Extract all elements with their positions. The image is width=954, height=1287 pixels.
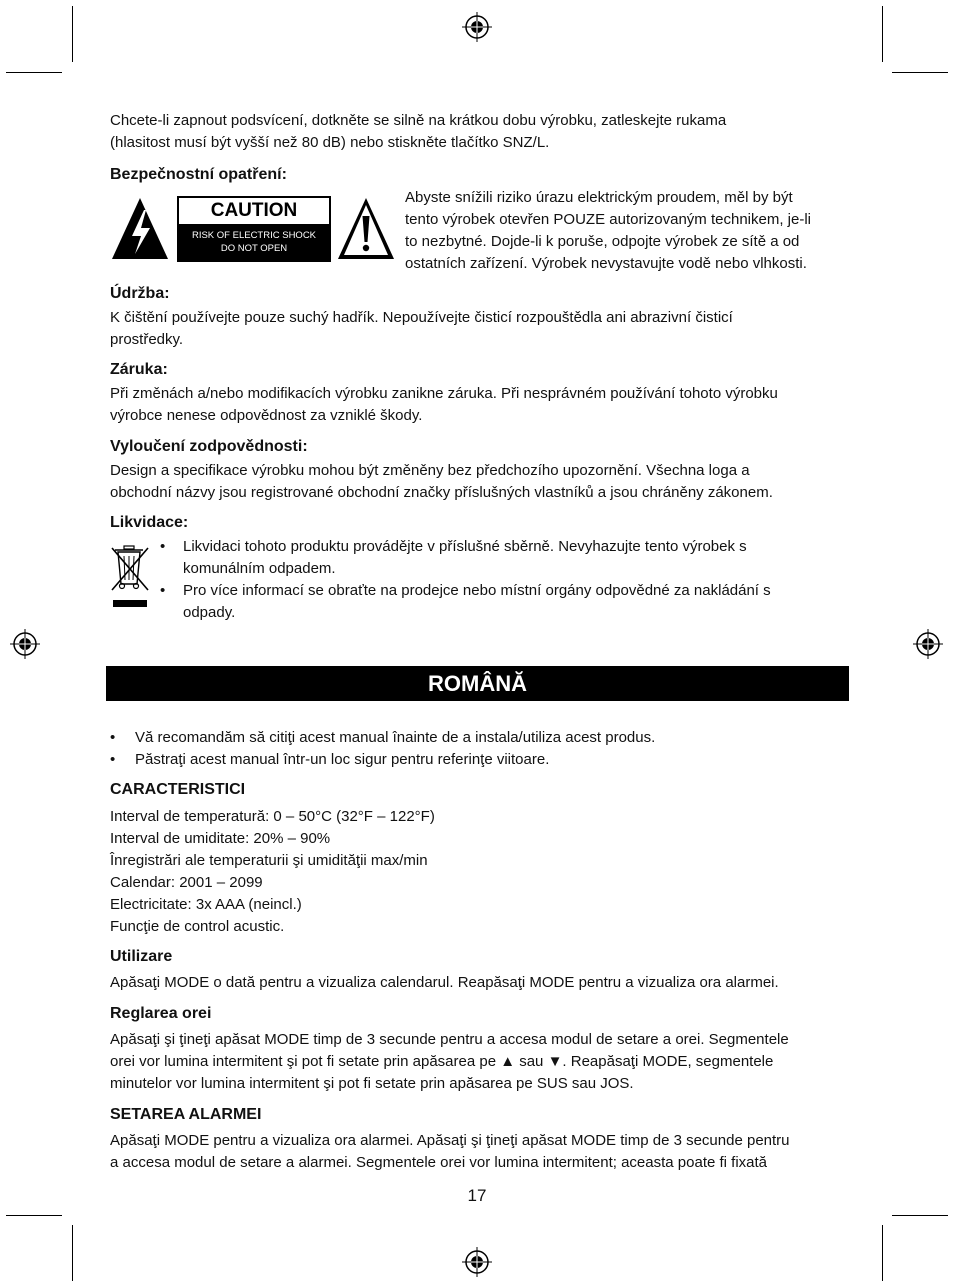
text-line: Chcete-li zapnout podsvícení, dotkněte se silně na krátkou dobu výrobku, zatleskejte rukama bbox=[110, 112, 727, 129]
features-heading: CARACTERISTICI bbox=[110, 781, 246, 798]
usage-heading: Utilizare bbox=[110, 948, 173, 965]
lightning-warning-icon bbox=[110, 196, 170, 261]
disclaimer-text bbox=[110, 460, 773, 504]
features-list bbox=[110, 806, 435, 938]
text-line: ostatních zařízení. Výrobek nevystavujte vodě nebo vlhkosti. bbox=[405, 255, 807, 272]
bullet-mark: • bbox=[160, 538, 166, 555]
text-line: Apăsaţi MODE pentru a vizualiza ora alarmei. Apăsaţi şi ţineţi apăsat MODE timp de 3 secunde pentru bbox=[110, 1132, 790, 1149]
text-line: prostředky. bbox=[110, 331, 184, 348]
intro-paragraph bbox=[110, 110, 726, 154]
text-line: Interval de umiditate: 20% – 90% bbox=[110, 830, 331, 847]
caution-line: RISK OF ELECTRIC SHOCK bbox=[191, 230, 317, 241]
warranty-text bbox=[110, 383, 778, 427]
disposal-bullet-1 bbox=[183, 536, 747, 580]
text-line: komunálním odpadem. bbox=[183, 560, 336, 577]
ro-bullet-2: Păstraţi acest manual într-un loc sigur pentru referinţe viitoare. bbox=[135, 751, 550, 768]
registration-mark-icon bbox=[461, 1246, 493, 1278]
crossed-bin-icon bbox=[110, 544, 152, 610]
text-line: Při změnách a/nebo modifikacích výrobku zanikne záruka. Při nesprávném používání tohoto výrobku bbox=[110, 385, 778, 402]
page-number: 17 bbox=[467, 1186, 487, 1205]
text-line: minutelor vor lumina intermitent şi pot fi setate prin apăsarea pe SUS sau JOS. bbox=[110, 1075, 634, 1092]
maintenance-heading: Údržba: bbox=[110, 285, 170, 302]
text-line: obchodní názvy jsou registrované obchodní značky příslušných vlastníků a jsou chráněny zákonem. bbox=[110, 484, 773, 501]
time-heading: Reglarea orei bbox=[110, 1005, 212, 1022]
ro-bullet-1: Vă recomandăm să citiţi acest manual înainte de a instala/utiliza acest produs. bbox=[135, 729, 656, 746]
text-line: K čištění používejte pouze suchý hadřík. Nepoužívejte čisticí rozpouštědla ani abrazivní čisticí bbox=[110, 309, 733, 326]
registration-mark-icon bbox=[912, 628, 944, 660]
caution-line: DO NOT OPEN bbox=[220, 243, 288, 254]
alarm-text bbox=[110, 1130, 790, 1174]
text-line: Apăsaţi MODE o dată pentru a vizualiza calendarul. Reapăsaţi MODE pentru a vizualiza ora alarmei. bbox=[110, 974, 779, 991]
caution-label bbox=[177, 196, 331, 262]
text-line: Interval de temperatură: 0 – 50°C (32°F – 122°F) bbox=[110, 808, 435, 825]
text-line: to nezbytné. Dojde-li k poruše, odpojte výrobek ze sítě a od bbox=[405, 233, 800, 250]
text-line: Abyste snížili riziko úrazu elektrickým proudem, měl by být bbox=[405, 189, 793, 206]
bullet-mark: • bbox=[160, 582, 166, 599]
text-line: tento výrobek otevřen POUZE autorizovaným technikem, je-li bbox=[405, 211, 812, 228]
disposal-heading: Likvidace: bbox=[110, 514, 189, 531]
text-line: Funcţie de control acustic. bbox=[110, 918, 285, 935]
text-line: výrobce nenese odpovědnost za vzniklé škody. bbox=[110, 407, 423, 424]
bullet-mark: • bbox=[110, 751, 116, 768]
warranty-heading: Záruka: bbox=[110, 361, 168, 378]
time-text bbox=[110, 1029, 789, 1095]
text-line: Apăsaţi şi ţineţi apăsat MODE timp de 3 secunde pentru a accesa modul de setare a orei. Segmentele bbox=[110, 1031, 789, 1048]
crop-mark bbox=[72, 6, 73, 62]
text-line: (hlasitost musí být vyšší než 80 dB) nebo stiskněte tlačítko SNZ/L. bbox=[110, 134, 550, 151]
usage-text bbox=[110, 972, 779, 994]
text-line: orei vor lumina intermitent şi pot fi setate prin apăsarea pe ▲ sau ▼. Reapăsaţi MODE, segmentele bbox=[110, 1053, 774, 1070]
exclamation-warning-icon bbox=[336, 196, 396, 261]
crop-mark bbox=[72, 1225, 73, 1281]
bullet-mark: • bbox=[110, 729, 116, 746]
crop-mark bbox=[892, 72, 948, 73]
text-line: Electricitate: 3x AAA (neincl.) bbox=[110, 896, 302, 913]
crop-mark bbox=[6, 72, 62, 73]
crop-mark bbox=[882, 6, 883, 62]
safety-text bbox=[405, 187, 811, 275]
text-line: Înregistrări ale temperaturii şi umidităţii max/min bbox=[110, 852, 428, 869]
safety-heading: Bezpečnostní opatření: bbox=[110, 166, 287, 183]
text-line: odpady. bbox=[183, 604, 236, 621]
text-line: Likvidaci tohoto produktu provádějte v příslušné sběrně. Nevyhazujte tento výrobek s bbox=[183, 538, 747, 555]
registration-mark-icon bbox=[9, 628, 41, 660]
registration-mark-icon bbox=[461, 11, 493, 43]
crop-mark bbox=[6, 1215, 62, 1216]
text-line: Design a specifikace výrobku mohou být změněny bez předchozího upozornění. Všechna loga a bbox=[110, 462, 750, 479]
language-section-title: ROMÂNĂ bbox=[106, 666, 849, 701]
text-line: Pro více informací se obraťte na prodejce nebo místní orgány odpovědné za nakládání s bbox=[183, 582, 771, 599]
text-line: a accesa modul de setare a alarmei. Segmentele orei vor lumina intermitent; aceasta poate fi fixată bbox=[110, 1154, 768, 1171]
text-line: Calendar: 2001 – 2099 bbox=[110, 874, 263, 891]
disclaimer-heading: Vyloučení zodpovědnosti: bbox=[110, 438, 308, 455]
maintenance-text bbox=[110, 307, 733, 351]
alarm-heading: SETAREA ALARMEI bbox=[110, 1106, 262, 1123]
disposal-bullet-2 bbox=[183, 580, 771, 624]
crop-mark bbox=[892, 1215, 948, 1216]
caution-title: CAUTION bbox=[179, 198, 329, 224]
crop-mark bbox=[882, 1225, 883, 1281]
